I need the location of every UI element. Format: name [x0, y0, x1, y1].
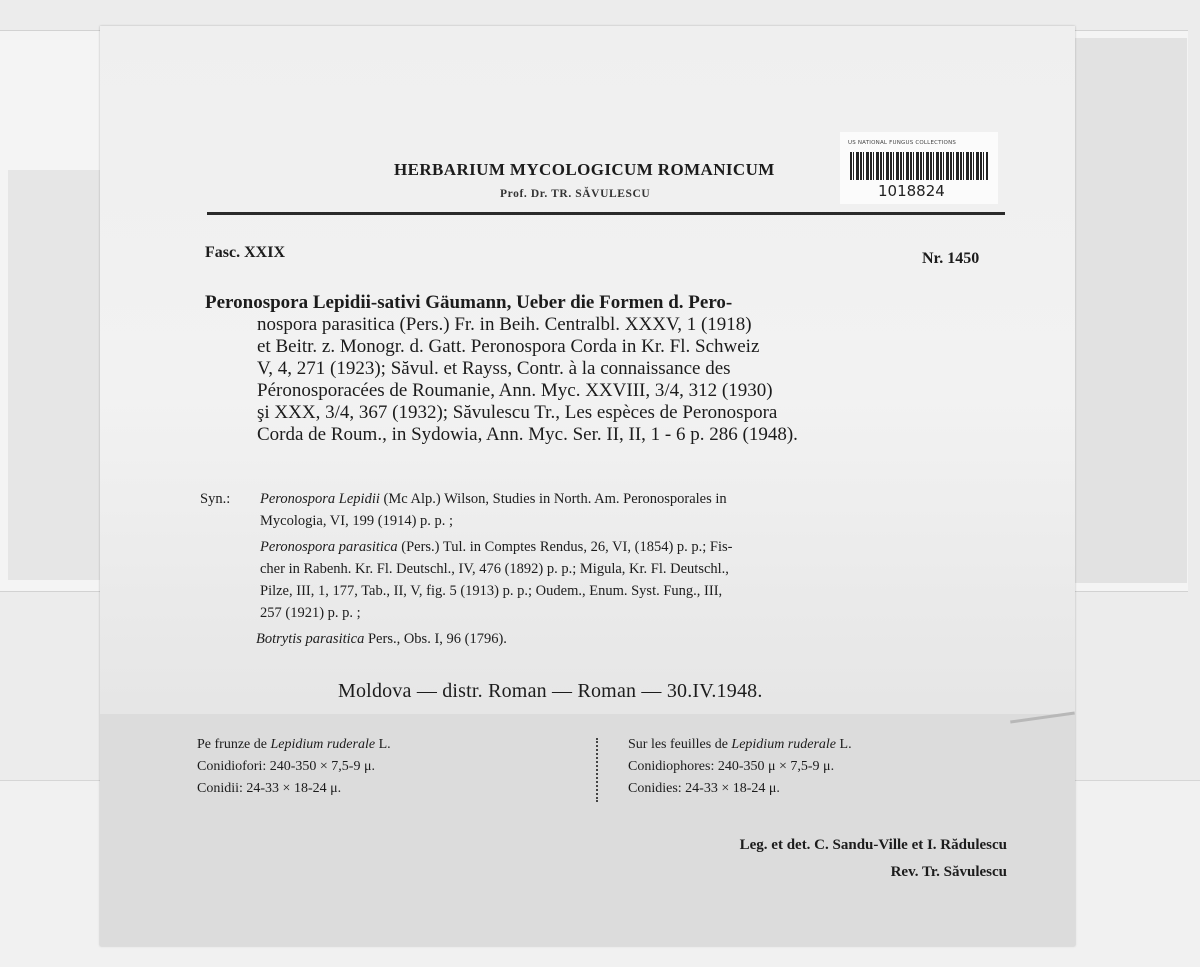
header-rule — [207, 212, 1005, 215]
host-suffix: L. — [375, 737, 391, 752]
revision-line: Rev. Tr. Săvulescu — [890, 864, 1007, 880]
host-prefix: Pe frunze de — [197, 737, 267, 752]
host-prefix: Sur les feuilles de — [628, 737, 728, 752]
barcode-number: 1018824 — [878, 182, 945, 200]
species-citation — [205, 292, 1011, 446]
synonym-text: (Pers.) Tul. in Comptes Rendus, 26, VI, (1854) p. p.; Fis- — [397, 539, 733, 555]
synonym-line — [256, 628, 507, 650]
column-divider — [596, 738, 598, 802]
fascicle-number: Fasc. XXIX — [205, 244, 285, 261]
conidiophores-line: Conidiofori: 240-350 × 7,5-9 μ. — [197, 759, 375, 774]
description-french — [628, 734, 852, 800]
herbarium-title: HERBARIUM MYCOLOGICUM ROMANICUM — [394, 160, 775, 179]
synonym-text: (Mc Alp.) Wilson, Studies in North. Am. Peronosporales in — [379, 491, 727, 507]
conidia-line: Conidies: 24-33 × 18-24 μ. — [628, 781, 780, 796]
conidia-line: Conidii: 24-33 × 18-24 μ. — [197, 781, 342, 796]
synonym-taxon: Peronospora parasitica — [260, 539, 398, 555]
collectors-block — [592, 832, 1007, 886]
synonyms-label: Syn.: — [200, 491, 231, 507]
envelope-flap-right — [1068, 38, 1187, 583]
barcode-icon — [850, 152, 988, 180]
legit-line: Leg. et det. C. Sandu-Ville et I. Rădulescu — [739, 837, 1007, 853]
citation-line: Peronospora Lepidii-sativi Gäumann, Ueber die Formen d. Pero- — [205, 292, 733, 313]
synonym-line: cher in Rabenh. Kr. Fl. Deutschl., IV, 476 (1892) p. p.; Migula, Kr. Fl. Deutschl., — [260, 561, 729, 577]
synonym-text: Pers., Obs. I, 96 (1796). — [364, 631, 507, 647]
synonym-line — [260, 488, 727, 510]
host-suffix: L. — [836, 737, 852, 752]
host-name: Lepidium ruderale — [731, 737, 837, 752]
description-romanian — [197, 734, 391, 800]
synonym-taxon: Botrytis parasitica — [256, 631, 365, 647]
citation-line: V, 4, 271 (1923); Săvul. et Rayss, Contr. à la connaissance des — [257, 358, 731, 379]
citation-line: şi XXX, 3/4, 367 (1932); Săvulescu Tr., Les espèces de Peronospora — [257, 402, 778, 423]
synonym-line: Pilze, III, 1, 177, Tab., II, V, fig. 5 (1913) p. p.; Oudem., Enum. Syst. Fung., III, — [260, 583, 723, 599]
synonym-taxon: Peronospora Lepidii — [260, 491, 380, 507]
synonym-line — [260, 536, 733, 558]
host-line — [197, 734, 391, 756]
collection-locality: Moldova — distr. Roman — Roman — 30.IV.1948. — [338, 680, 763, 702]
specimen-number: Nr. 1450 — [922, 250, 980, 267]
citation-line: Corda de Roum., in Sydowia, Ann. Myc. Ser. II, II, 1 - 6 p. 286 (1948). — [257, 424, 798, 445]
conidiophores-line: Conidiophores: 240-350 μ × 7,5-9 μ. — [628, 759, 835, 774]
envelope-flap-left — [8, 170, 108, 580]
herbarium-curator: Prof. Dr. TR. SĂVULESCU — [500, 188, 651, 200]
host-line — [628, 734, 852, 756]
synonym-line: 257 (1921) p. p. ; — [260, 605, 361, 621]
host-name: Lepidium ruderale — [270, 737, 376, 752]
barcode-label — [840, 132, 998, 204]
citation-line: et Beitr. z. Monogr. d. Gatt. Peronospora Corda in Kr. Fl. Schweiz — [257, 336, 760, 357]
citation-line: nospora parasitica (Pers.) Fr. in Beih. Centralbl. XXXV, 1 (1918) — [257, 314, 752, 335]
specimen-label — [100, 26, 1075, 946]
citation-line: Péronosporacées de Roumanie, Ann. Myc. XXVIII, 3/4, 312 (1930) — [257, 380, 773, 401]
synonym-line: Mycologia, VI, 199 (1914) p. p. ; — [260, 513, 454, 529]
barcode-caption: US NATIONAL FUNGUS COLLECTIONS — [848, 140, 957, 146]
